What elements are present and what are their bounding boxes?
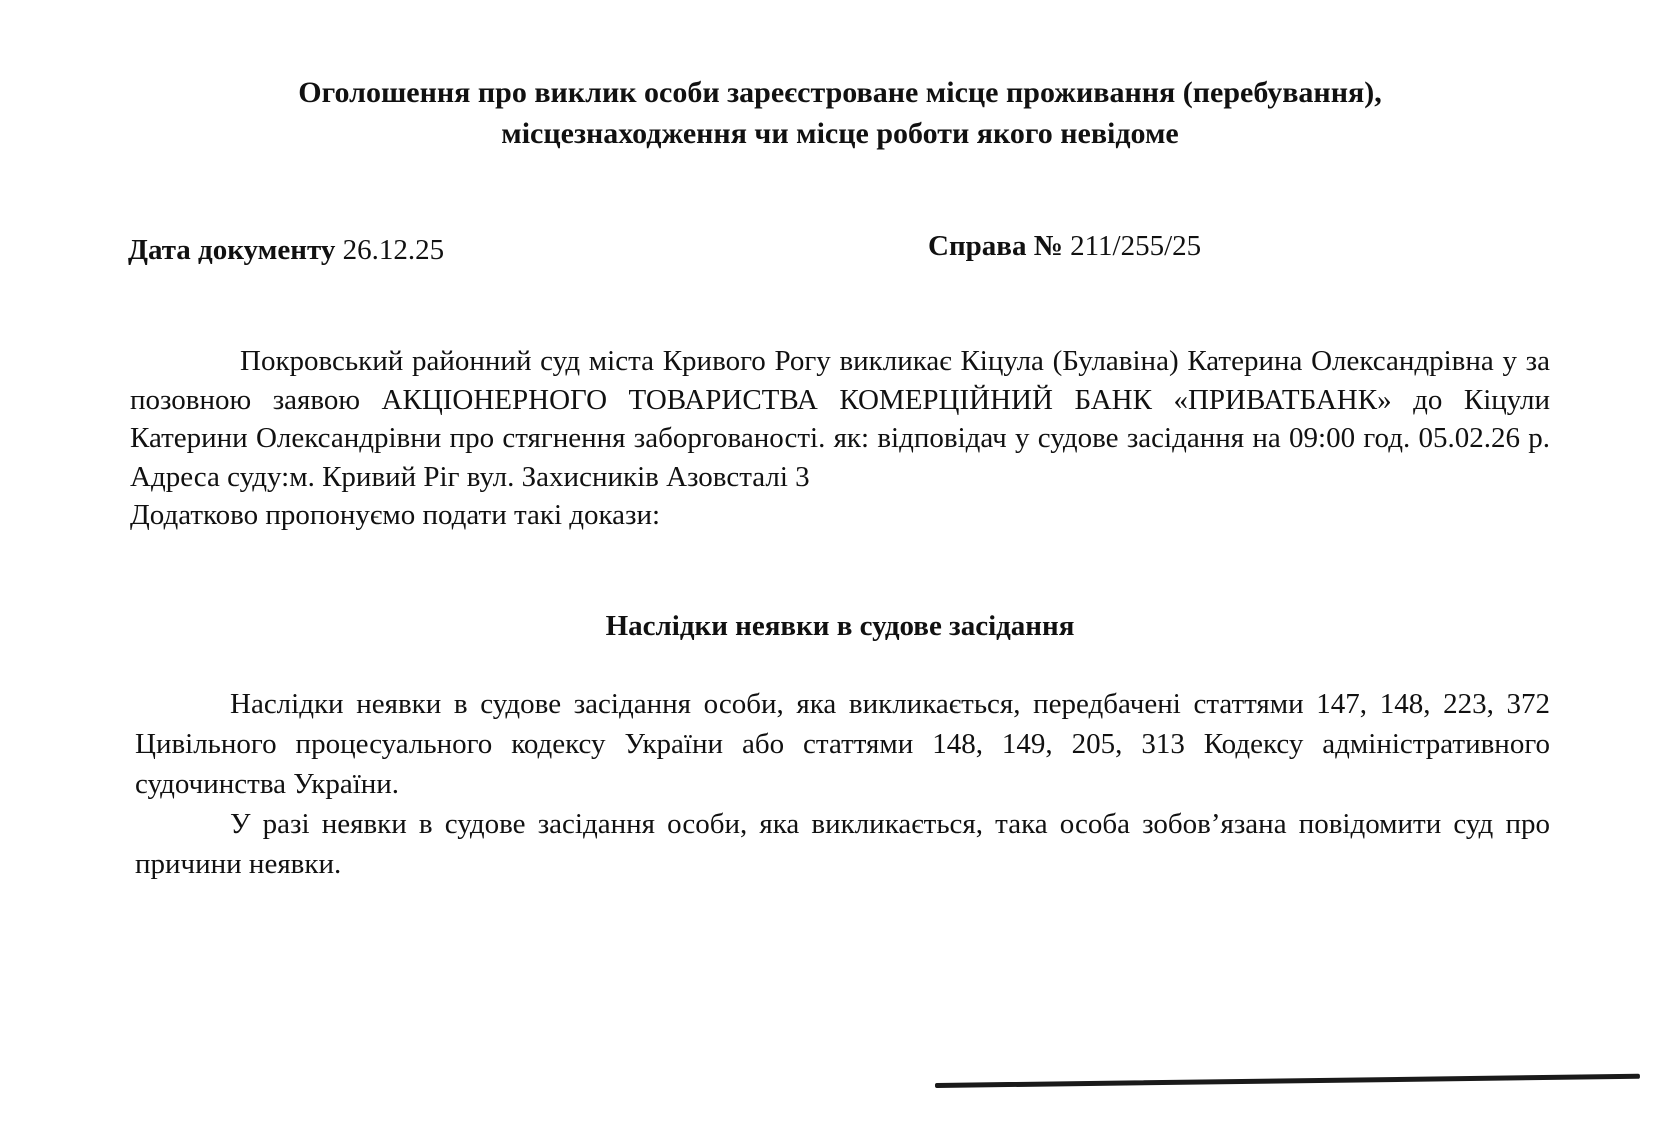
consequences-heading: Наслідки неявки в судове засідання xyxy=(605,610,1075,642)
consequences-paragraph-2: У разі неявки в судове засідання особи, яка викликається, така особа зобов’язана повідомити суд про причини неявки. xyxy=(135,808,1550,880)
date-value: 26.12.25 xyxy=(342,234,445,266)
summons-paragraph: Покровський районний суд міста Кривого Рогу викликає Кіцула (Булавіна) Катерина Олександрівна у за позовною заявою АКЦІОНЕРНОГО ТОВАРИСТВА КОМЕРЦІЙНИЙ БАНК «ПРИВАТБАНК» до Кіцули Катерини Олександрівни про стягнення заборгованості. як: відповідач у судове засідання на 09:00 год. 05.02.26 р. Адреса суду:м. Кривий Ріг вул. Захисників Азовсталі 3 xyxy=(130,345,1550,493)
title-line-2: місцезнаходження чи місце роботи якого невідоме xyxy=(501,117,1179,150)
case-number xyxy=(928,230,1201,263)
case-value: 211/255/25 xyxy=(1070,230,1202,262)
evidence-paragraph: Додатково пропонуємо подати такі докази: xyxy=(130,499,661,531)
consequences-section xyxy=(135,684,1550,884)
case-label: Справа № xyxy=(928,230,1063,262)
document-title xyxy=(150,72,1530,154)
date-label: Дата документу xyxy=(128,234,336,266)
document-date xyxy=(128,234,444,267)
title-line-1: Оголошення про виклик особи зареєстроване місце проживання (перебування), xyxy=(298,76,1382,109)
signature-line xyxy=(935,1074,1640,1088)
summons-section xyxy=(130,342,1550,535)
consequences-paragraph-1: Наслідки неявки в судове засідання особи, яка викликається, передбачені статтями 147, 148, 223, 372 Цивільного процесуального кодексу України або статтями 148, 149, 205, 313 Кодексу адміністративного судочинства України. xyxy=(135,688,1550,800)
